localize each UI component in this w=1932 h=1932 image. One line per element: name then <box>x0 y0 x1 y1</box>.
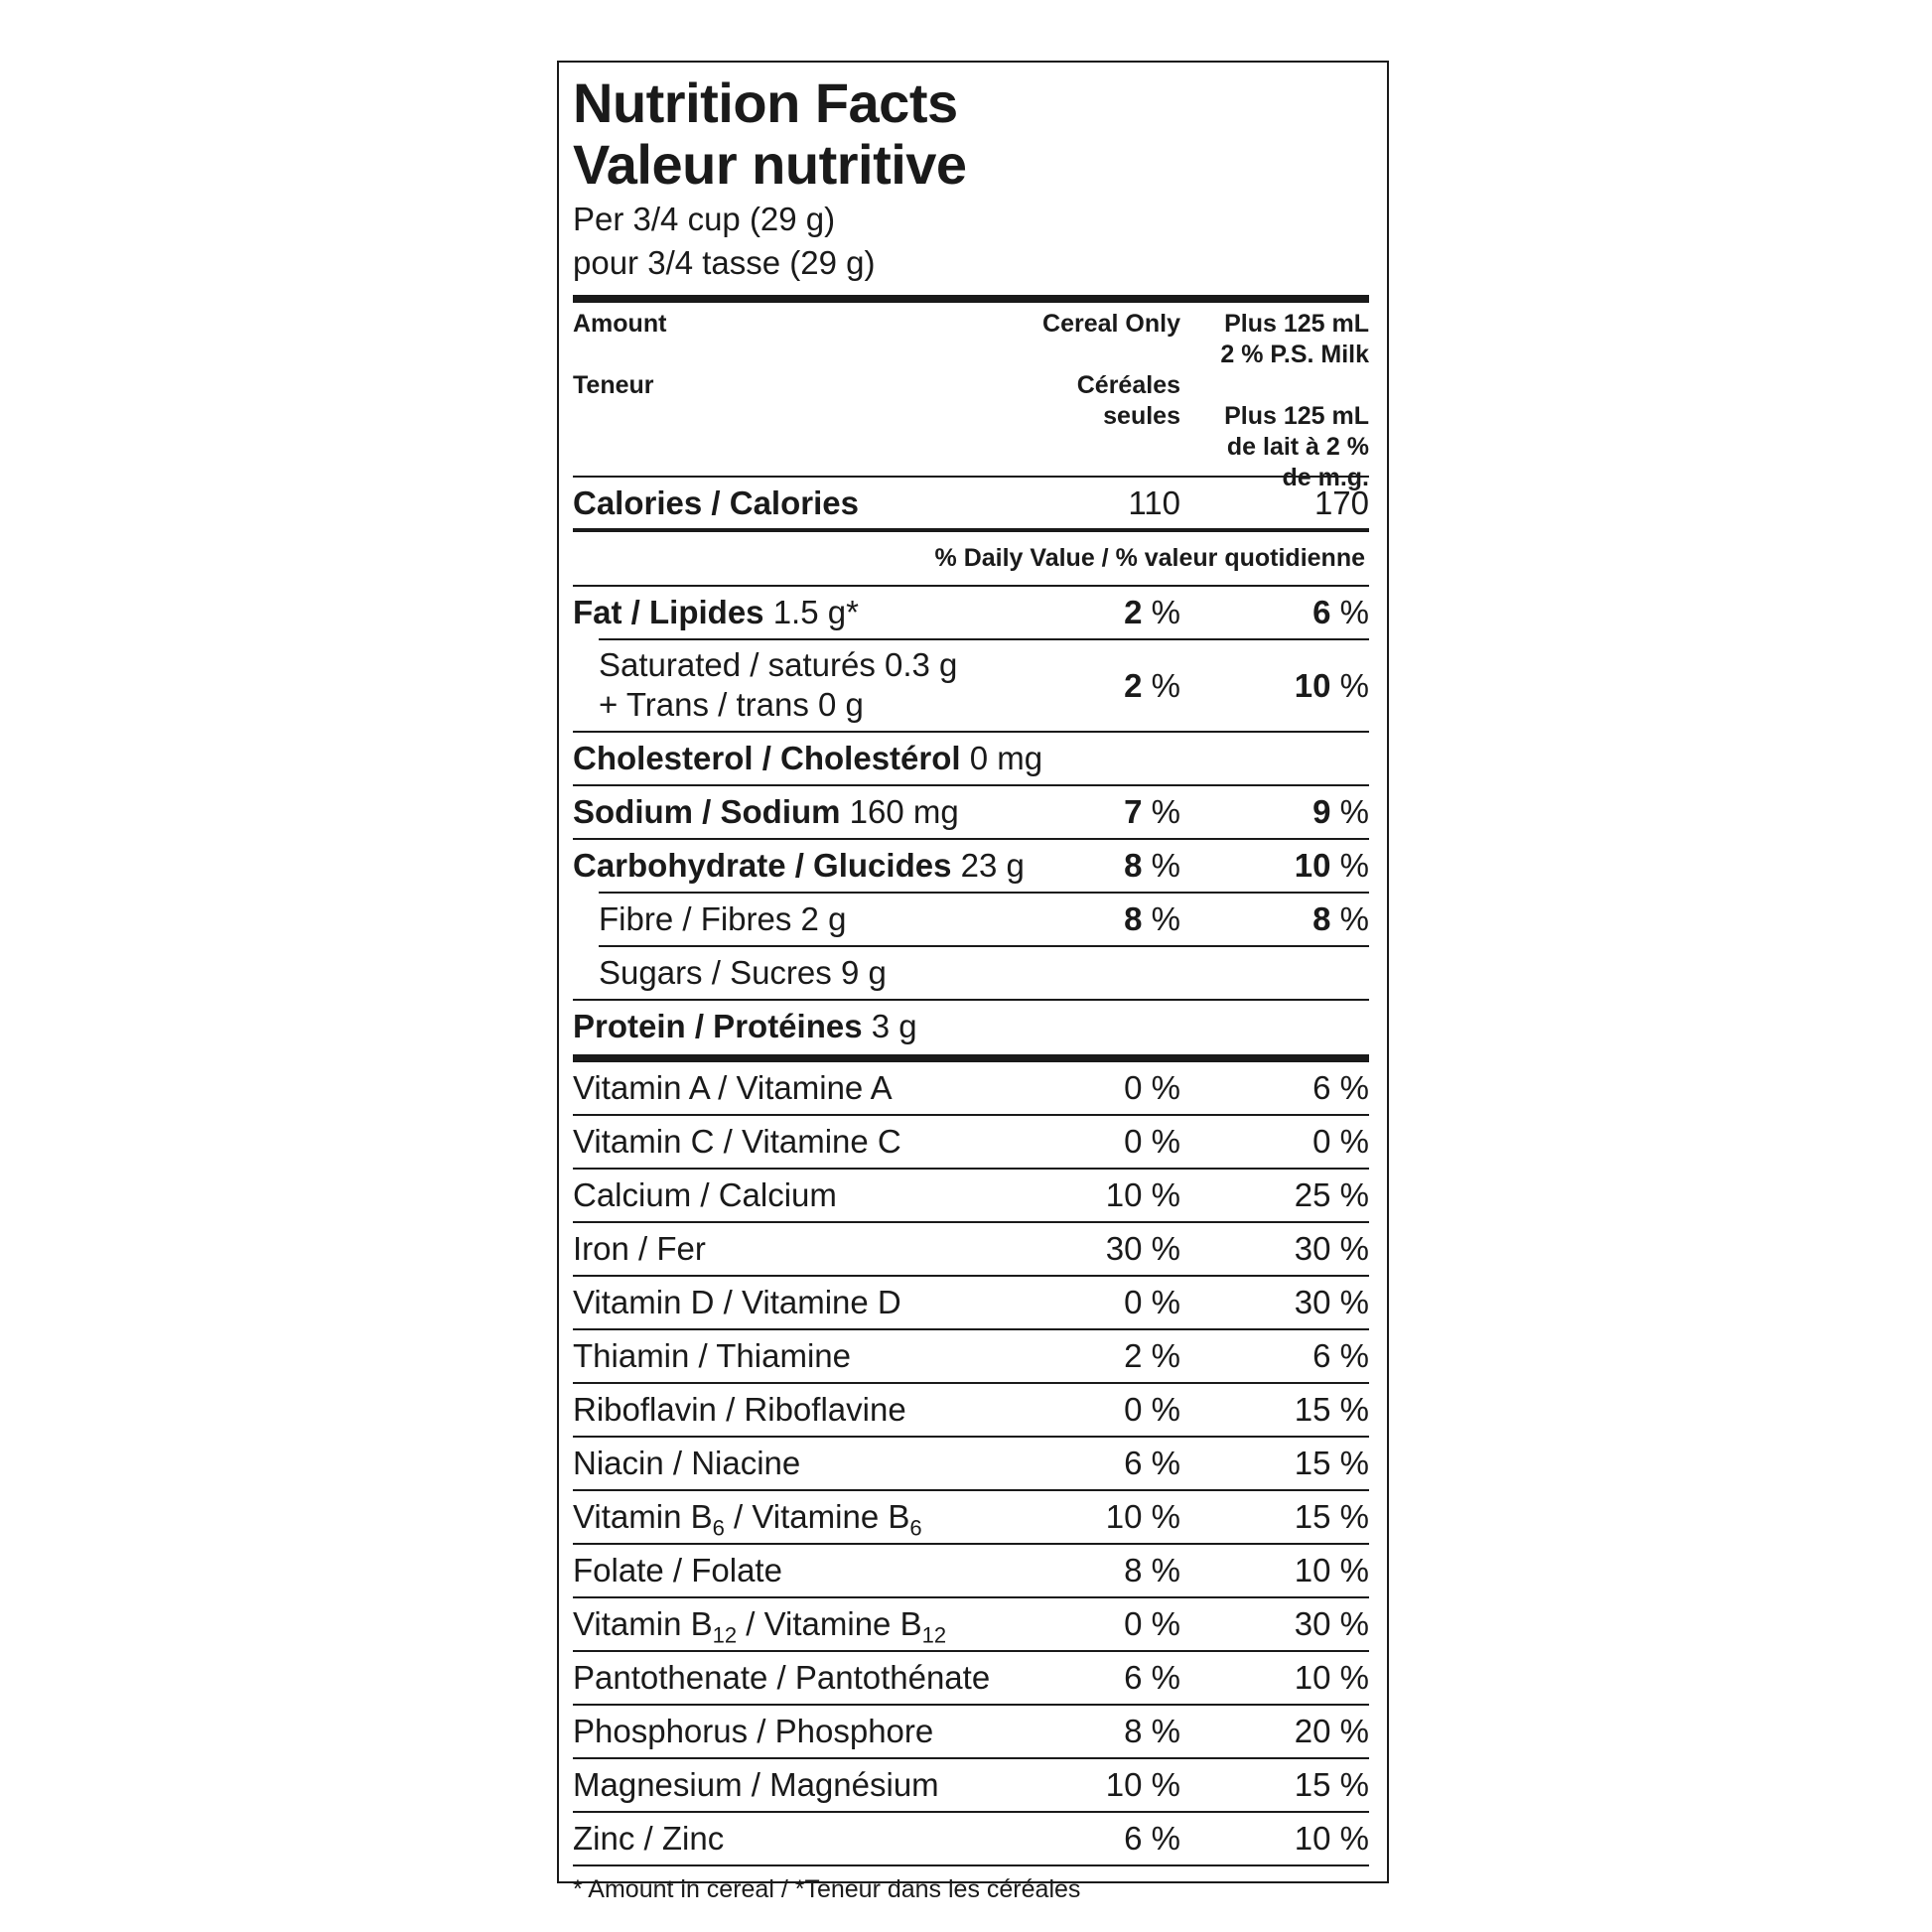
serving-size-en: Per 3/4 cup (29 g) <box>573 201 836 237</box>
vitamin-row <box>573 1223 1369 1275</box>
vitamin-milk-dv: 6 % <box>1312 1069 1369 1106</box>
vitamin-cereal-dv: 6 % <box>1124 1820 1180 1857</box>
vitamin-milk-dv: 15 % <box>1294 1766 1369 1803</box>
vitamin-label: Magnesium / Magnésium <box>573 1766 939 1803</box>
vitamin-milk-dv: 6 % <box>1312 1337 1369 1374</box>
carbohydrate-row <box>573 840 1369 892</box>
vitamin-cereal-dv: 0 % <box>1124 1391 1180 1428</box>
vitamin-label: Niacin / Niacine <box>573 1445 801 1481</box>
vitamin-label: Riboflavin / Riboflavine <box>573 1391 906 1428</box>
vitamin-list <box>573 1062 1369 1866</box>
fibre-label: Fibre / Fibres 2 g <box>599 900 847 937</box>
saturated-milk-dv: 10 % <box>1294 667 1369 704</box>
vitamin-milk-dv: 15 % <box>1294 1445 1369 1481</box>
vitamin-cereal-dv: 10 % <box>1105 1498 1180 1535</box>
vitamin-row <box>573 1813 1369 1864</box>
cereal-only-fr-line2: seules <box>1103 402 1180 430</box>
label-content <box>573 72 1369 1912</box>
vitamin-milk-dv: 30 % <box>1294 1230 1369 1267</box>
vitamin-milk-dv: 10 % <box>1294 1659 1369 1696</box>
cereal-only-fr-line1: Céréales <box>1076 371 1180 399</box>
vitamin-cereal-dv: 0 % <box>1124 1069 1180 1106</box>
nutrition-facts-label <box>557 61 1389 1903</box>
vitamin-cereal-dv: 10 % <box>1105 1176 1180 1213</box>
cereal-only-header-fr <box>1077 370 1180 432</box>
calories-label: Calories / Calories <box>573 484 859 521</box>
milk-header-fr-line3: de m.g. <box>1282 464 1369 491</box>
protein-row <box>573 1001 1369 1052</box>
fat-row <box>573 587 1369 638</box>
vitamin-cereal-dv: 6 % <box>1124 1659 1180 1696</box>
vitamin-row <box>573 1170 1369 1221</box>
vitamin-cereal-dv: 0 % <box>1124 1123 1180 1160</box>
vitamin-label: Zinc / Zinc <box>573 1820 725 1857</box>
fat-milk-dv: 6 % <box>1312 594 1369 630</box>
cholesterol-row <box>573 733 1369 784</box>
vitamin-row <box>573 1598 1369 1650</box>
vitamin-milk-dv: 25 % <box>1294 1176 1369 1213</box>
vitamin-cereal-dv: 0 % <box>1124 1284 1180 1320</box>
vitamin-cereal-dv: 0 % <box>1124 1605 1180 1642</box>
cereal-only-header: Cereal Only <box>1042 310 1180 338</box>
vitamin-row <box>573 1491 1369 1543</box>
fat-cereal-dv: 2 % <box>1124 594 1180 630</box>
vitamin-cereal-dv: 30 % <box>1105 1230 1180 1267</box>
saturated-cereal-dv: 2 % <box>1124 667 1180 704</box>
protein-label: Protein / Protéines 3 g <box>573 1008 917 1044</box>
vitamin-label: Vitamin A / Vitamine A <box>573 1069 893 1106</box>
vitamin-label: Thiamin / Thiamine <box>573 1337 852 1374</box>
fibre-cereal-dv: 8 % <box>1124 900 1180 937</box>
vitamin-milk-dv: 30 % <box>1294 1605 1369 1642</box>
sodium-cereal-dv: 7 % <box>1124 793 1180 830</box>
vitamin-milk-dv: 0 % <box>1312 1123 1369 1160</box>
carbohydrate-label: Carbohydrate / Glucides 23 g <box>573 847 1025 884</box>
vitamin-label: Phosphorus / Phosphore <box>573 1713 934 1749</box>
saturated-trans-label: Saturated / saturés 0.3 g + Trans / trans 0 g <box>599 646 958 723</box>
sodium-label: Sodium / Sodium 160 mg <box>573 793 959 830</box>
serving-size-fr: pour 3/4 tasse (29 g) <box>573 244 876 281</box>
vitamin-row <box>573 1384 1369 1436</box>
vitamin-cereal-dv: 10 % <box>1105 1766 1180 1803</box>
sodium-row <box>573 786 1369 838</box>
vitamin-milk-dv: 15 % <box>1294 1498 1369 1535</box>
milk-header-line1: Plus 125 mL <box>1224 310 1369 338</box>
calories-milk: 170 <box>1313 484 1369 521</box>
fibre-row <box>573 894 1369 945</box>
vitamin-milk-dv: 10 % <box>1294 1820 1369 1857</box>
saturated-trans-row <box>573 640 1369 731</box>
vitamin-label: Folate / Folate <box>573 1552 782 1588</box>
vitamin-label: Vitamin D / Vitamine D <box>573 1284 901 1320</box>
vitamin-row <box>573 1277 1369 1328</box>
vitamin-label: Calcium / Calcium <box>573 1176 837 1213</box>
vitamin-row <box>573 1062 1369 1114</box>
sugars-label: Sugars / Sucres 9 g <box>599 954 887 991</box>
vitamin-label: Vitamin $B_{12}$ / Vitamine $B_{12}$ <box>573 1605 947 1648</box>
milk-header-fr-line2: de lait à 2 % <box>1226 433 1369 461</box>
calories-row <box>573 478 1369 528</box>
carbohydrate-cereal-dv: 8 % <box>1124 847 1180 884</box>
milk-header-line2: 2 % P.S. Milk <box>1220 341 1369 368</box>
vitamin-row <box>573 1706 1369 1757</box>
vitamin-label: Iron / Fer <box>573 1230 706 1267</box>
vitamin-milk-dv: 15 % <box>1294 1391 1369 1428</box>
vitamin-label: Vitamin $B_6$ / Vitamine $B_6$ <box>573 1498 922 1541</box>
title-fr: Valeur nutritive <box>573 133 967 196</box>
thick-rule <box>573 295 1369 303</box>
fibre-milk-dv: 8 % <box>1312 900 1369 937</box>
calories-cereal: 110 <box>1128 484 1180 521</box>
vitamin-row <box>573 1438 1369 1489</box>
sugars-row <box>573 947 1369 999</box>
carbohydrate-milk-dv: 10 % <box>1294 847 1369 884</box>
vitamin-label: Pantothenate / Pantothénate <box>573 1659 991 1696</box>
vitamin-milk-dv: 30 % <box>1294 1284 1369 1320</box>
vitamin-cereal-dv: 8 % <box>1124 1552 1180 1588</box>
sodium-milk-dv: 9 % <box>1312 793 1369 830</box>
fat-label: Fat / Lipides 1.5 g* <box>573 594 859 630</box>
footnote: * Amount in cereal / *Teneur dans les céréales <box>573 1875 1081 1903</box>
milk-header-fr-line1: Plus 125 mL <box>1224 402 1369 430</box>
vitamin-cereal-dv: 8 % <box>1124 1713 1180 1749</box>
vitamin-milk-dv: 20 % <box>1294 1713 1369 1749</box>
vitamin-row <box>573 1545 1369 1596</box>
daily-value-header: % Daily Value / % valeur quotidienne <box>934 544 1365 572</box>
teneur-label: Teneur <box>573 371 654 399</box>
vitamin-label: Vitamin C / Vitamine C <box>573 1123 901 1160</box>
title-en: Nutrition Facts <box>573 71 958 134</box>
milk-header <box>1220 309 1369 370</box>
vitamin-row <box>573 1652 1369 1704</box>
column-header <box>573 303 1369 491</box>
vitamin-row <box>573 1759 1369 1811</box>
vitamin-row <box>573 1116 1369 1168</box>
vitamin-milk-dv: 10 % <box>1294 1552 1369 1588</box>
amount-label: Amount <box>573 310 667 338</box>
thick-rule <box>573 1054 1369 1062</box>
vitamin-cereal-dv: 2 % <box>1124 1337 1180 1374</box>
cholesterol-label: Cholesterol / Cholestérol 0 mg <box>573 740 1043 776</box>
vitamin-row <box>573 1330 1369 1382</box>
vitamin-cereal-dv: 6 % <box>1124 1445 1180 1481</box>
